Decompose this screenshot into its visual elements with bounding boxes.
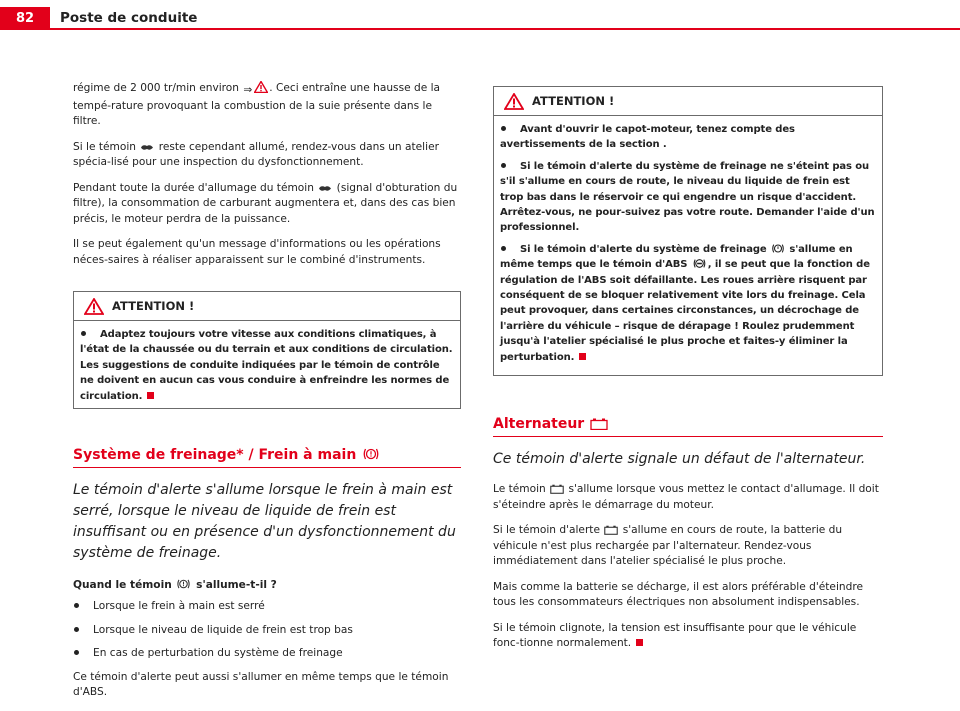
bullet-icon: [501, 163, 506, 168]
bullet-icon: [81, 331, 86, 336]
bullet-icon: [74, 650, 79, 655]
warning-triangle-icon: [504, 93, 524, 110]
section-heading: Système de freinage* / Frein à main: [73, 447, 461, 468]
list-item: En cas de perturbation du système de freinage: [73, 646, 461, 662]
paragraph: Ce témoin d'alerte peut aussi s'allumer en même temps que le témoin d'ABS.: [73, 670, 449, 699]
page-number: 82: [0, 7, 50, 30]
braking-section: [73, 447, 461, 701]
list-item: Lorsque le frein à main est serré: [73, 599, 461, 615]
warning-box: [493, 86, 883, 376]
paragraph: Pendant toute la durée d'allumage du témoin (signal d'obturation du filtre), la consommation de carburant augmentera et, dans des cas bien précis, le moteur perdra de la puissance.: [73, 181, 458, 225]
warning-triangle-icon: [84, 298, 104, 315]
paragraph: Mais comme la batterie se décharge, il est alors préférable d'éteindre tous les consommateurs électriques non absolument indispensables.: [493, 580, 863, 609]
end-mark-icon: [636, 639, 643, 646]
brake-warning-icon: [362, 447, 380, 461]
arrow-icon: ⇒: [243, 84, 253, 96]
paragraph: Le témoin s'allume lorsque vous mettez le contact d'allumage. Il doit s'éteindre après le démarrage du moteur.: [493, 483, 879, 511]
section-intro: Ce témoin d'alerte signale un défaut de l'alternateur.: [493, 451, 866, 468]
paragraph: Si le témoin reste cependant allumé, rendez-vous dans un atelier spécia-lisé pour une inspection du dysfonctionnement.: [73, 140, 439, 168]
warning-body: Adaptez toujours votre vitesse aux conditions climatiques, à l'état de la chaussée ou du terrain et aux conditions de circulation. Les suggestions de conduite indiquées par le témoin de contrôle ne doivent en aucun cas vous conduire à enfreindre les normes de circulation.: [80, 329, 453, 402]
warning-triangle-icon: [254, 81, 268, 93]
page-header: [0, 0, 960, 30]
bullet-icon: [74, 627, 79, 632]
particle-filter-icon: [140, 143, 154, 152]
list-item: Si le témoin d'alerte du système de freinage s'allume en même temps que le témoin d'ABS , il se peut que la fonction de régulation de l'ABS soit défaillante. Les roues arrière risquent par conséquent de se bloquer relativement vite lors du freinage. Cela peut provoquer, dans certaines circonstances, un décrochage de l'arrière du véhicule – risque de dérapage ! Roulez prudemment jusqu'à l'atelier spécialisé le plus proche et faites-y éliminer la perturbation.: [500, 243, 870, 363]
warning-title: ATTENTION !: [112, 299, 195, 313]
list-item: Lorsque le niveau de liquide de frein est trop bas: [73, 623, 461, 639]
paragraph: Si le témoin d'alerte s'allume en cours de route, la batterie du véhicule n'est plus rechargée par l'alternateur. Rendez-vous immédiatement dans l'atelier spécialisé le plus proche.: [493, 524, 843, 568]
brake-warning-icon: [771, 243, 785, 254]
header-rule: [50, 28, 960, 30]
page-title: Poste de conduite: [60, 10, 198, 26]
alternator-section: [493, 416, 883, 652]
right-column: [493, 86, 883, 662]
list-item: Avant d'ouvrir le capot-moteur, tenez compte des avertissements de la section .: [500, 124, 795, 151]
end-mark-icon: [147, 392, 154, 399]
left-column: [73, 81, 461, 711]
battery-icon: [604, 525, 618, 535]
paragraph: Il se peut également qu'un message d'informations ou les opérations néces-saires à réaliser apparaissent sur le combiné d'instruments.: [73, 238, 441, 266]
list-item: Si le témoin d'alerte du système de freinage ne s'éteint pas ou s'il s'allume en cours de route, le niveau du liquide de frein est trop bas dans le réservoir ce qui engendre un risque d'accident. Arrêtez-vous, ne pour-suivez pas votre route. Demander l'aide d'un professionnel.: [500, 160, 875, 234]
warning-box: [73, 291, 461, 409]
warning-header: [494, 87, 882, 116]
warning-header: [74, 292, 460, 321]
brake-warning-icon: [176, 578, 191, 590]
section-heading: Alternateur: [493, 416, 883, 437]
particle-filter-icon: [318, 184, 332, 193]
warning-body: [494, 116, 882, 375]
subheading: Quand le témoin s'allume-t-il ?: [73, 579, 277, 592]
battery-icon: [550, 484, 564, 494]
paragraph: Si le témoin clignote, la tension est insuffisante pour que le véhicule fonc-tionne normalement.: [493, 621, 857, 650]
bullet-icon: [74, 603, 79, 608]
abs-icon: [692, 258, 707, 269]
battery-icon: [590, 418, 608, 430]
warning-title: ATTENTION !: [532, 94, 615, 108]
bullet-icon: [501, 126, 506, 131]
paragraph: régime de 2 000 tr/min environ ⇒ . Ceci entraîne une hausse de la tempé-rature provoquant la combustion de la suie présente dans le filtre.: [73, 82, 441, 127]
end-mark-icon: [579, 353, 586, 360]
section-intro: Le témoin d'alerte s'allume lorsque le frein à main est serré, lorsque le niveau de liquide de frein est insuffisant ou en présence d'un dysfonctionnement du système de freinage.: [73, 482, 456, 562]
bullet-icon: [501, 246, 506, 251]
